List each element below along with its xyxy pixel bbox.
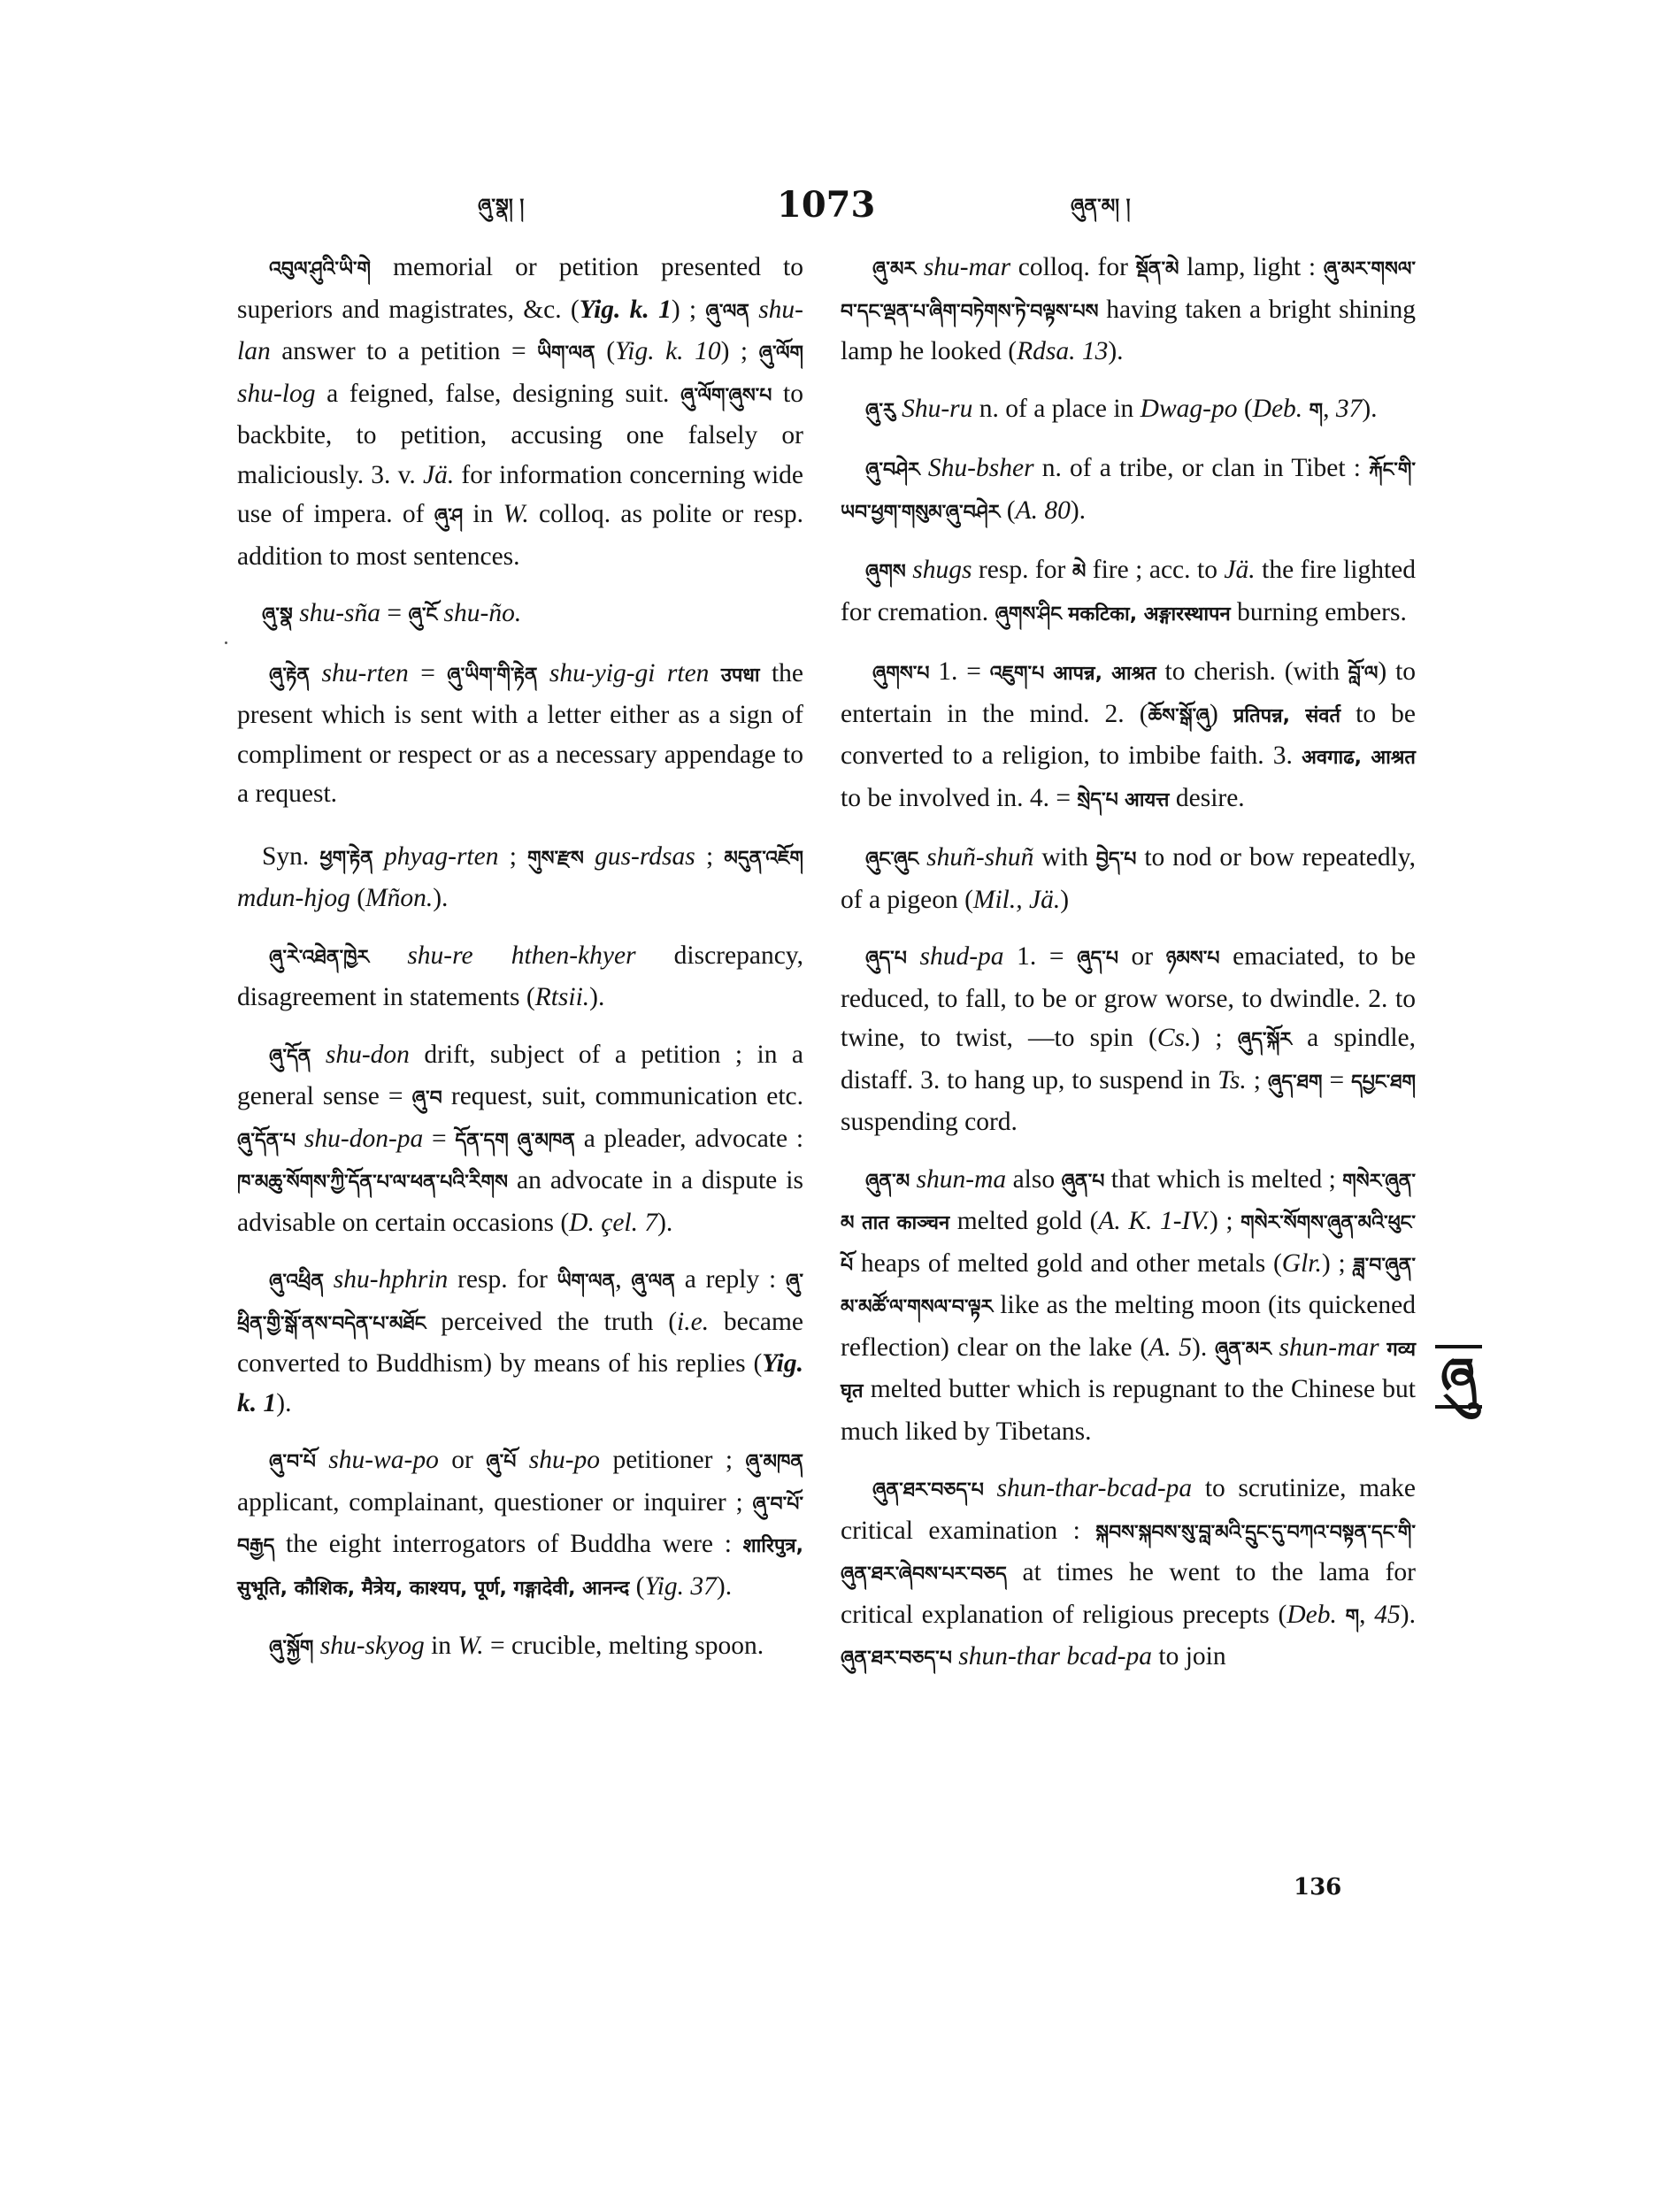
body-text: to be converted to a religion, to imbibe faith. 3. xyxy=(841,699,1416,770)
body-text: melted gold ( xyxy=(949,1207,1099,1235)
body-text: ) ; xyxy=(1321,1248,1354,1278)
tibetan-text: ཞུན་ཐར་བཅད་པ xyxy=(841,1647,952,1670)
body-text: to cherish. (with xyxy=(1156,657,1348,686)
italic-text: shu-yig-gi rten xyxy=(549,658,710,687)
headword: ཞུ་བཤེར xyxy=(865,459,920,481)
body-text: in xyxy=(424,1632,458,1660)
italic-text: Glr. xyxy=(1281,1248,1322,1278)
body-text xyxy=(907,942,920,971)
body-text xyxy=(310,659,321,687)
right-entry xyxy=(841,1469,1416,1679)
body-text xyxy=(895,395,902,423)
body-text: to scrutinize, make critical examination : xyxy=(841,1474,1416,1545)
body-text: for information concerning wide use of impera. of xyxy=(237,460,803,528)
italic-text: Mil., Jä. xyxy=(972,885,1061,914)
body-text: a pleader, advocate : xyxy=(574,1124,804,1153)
body-text: melted butter which is repugnant to the Chinese but much liked by Tibetans. xyxy=(841,1375,1416,1446)
tibetan-text: ཞུ་ཡིག་གི་རྟེན xyxy=(447,664,538,687)
body-text: ) xyxy=(1060,885,1070,914)
body-text: request, suit, communication etc. xyxy=(442,1082,803,1110)
tibetan-text: ཞུ་བ xyxy=(411,1087,442,1110)
tibetan-text: དོན་དག xyxy=(455,1129,509,1152)
tibetan-text: ཞུགས་པ xyxy=(872,663,930,685)
body-text: desire. xyxy=(1169,783,1245,812)
sanskrit-text: आयत्त xyxy=(1125,788,1170,811)
tibetan-text: ཞུ་ངོ xyxy=(408,604,438,626)
italic-text: shun-thar-bcad-pa xyxy=(996,1474,1193,1502)
tibetan-text: བྱེད་པ xyxy=(1095,849,1137,871)
italic-text: mdun-hjog xyxy=(237,884,350,912)
body-text xyxy=(311,1041,325,1069)
body-text xyxy=(437,599,443,627)
body-text: or xyxy=(1118,942,1166,971)
body-text: ) ; xyxy=(1191,1024,1238,1052)
italic-text: Ts. xyxy=(1217,1065,1247,1094)
tibetan-text: ཞུ་ལན xyxy=(705,300,749,323)
tibetan-text: ཞུ་སྐྱོག xyxy=(269,1637,314,1659)
right-entry xyxy=(841,248,1416,372)
body-text: ) ; xyxy=(1209,1207,1241,1235)
body-text: = xyxy=(1322,1065,1352,1094)
sanskrit-text: मकटिका, अङ्गारस्थापन xyxy=(1068,603,1231,626)
italic-text: shu-wa-po xyxy=(328,1446,439,1474)
body-text: petitioner ; xyxy=(600,1446,746,1474)
tibetan-text: ཞུ་མཁན xyxy=(517,1129,575,1152)
italic-text: D. çel. 7 xyxy=(569,1208,658,1237)
italic-text: shun-mar xyxy=(1279,1333,1379,1362)
body-text: memorial or petition presented to superiors and magistrates, &c. ( xyxy=(237,253,803,324)
italic-text: shu-don xyxy=(325,1040,410,1069)
italic-text: Rtsii. xyxy=(534,983,590,1011)
right-entry xyxy=(841,838,1416,919)
body-text: applicant, complainant, questioner or inquirer ; xyxy=(237,1487,753,1517)
body-text: ). xyxy=(276,1388,292,1417)
italic-text: Cs. xyxy=(1156,1024,1192,1052)
body-text: that which is melted ; xyxy=(1104,1164,1343,1194)
body-text: answer to a petition = xyxy=(270,337,538,365)
header-right-guide-word: ཞུན་མ། ། xyxy=(1071,196,1131,218)
tibetan-text: ཡིག་ལན xyxy=(537,342,595,365)
headword: ཞུད་པ xyxy=(865,948,907,970)
body-text: lamp, light : xyxy=(1179,253,1324,281)
tibetan-text: གསེར་ཞུན་མ xyxy=(841,1170,1416,1234)
body-text: Syn. xyxy=(262,841,320,871)
tibetan-text: ཞུ་རྟེན xyxy=(269,664,311,687)
italic-text: shugs xyxy=(912,556,972,584)
right-entry xyxy=(841,1160,1416,1452)
tibetan-text: སྡོན་མེ xyxy=(1135,258,1179,280)
left-entry xyxy=(237,936,803,1018)
italic-text: Dwag-po xyxy=(1140,394,1238,423)
italic-text: phyag-rten xyxy=(384,841,499,871)
body-text: heaps of melted gold and other metals ( xyxy=(853,1248,1282,1278)
italic-text: gus-rdsas xyxy=(595,841,695,871)
tibetan-text: ཉམས་པ xyxy=(1165,948,1220,970)
body-text: , xyxy=(1359,1600,1375,1629)
body-text: a feigned, false, designing suit. xyxy=(315,379,681,408)
body-text: perceived the truth ( xyxy=(426,1307,678,1336)
right-entry xyxy=(841,389,1416,432)
body-text: burning embers. xyxy=(1230,597,1407,626)
body-text: drift, subject of a petition ; in a general sense = xyxy=(237,1040,803,1110)
italic-text: shun-thar bcad-pa xyxy=(958,1642,1153,1671)
body-text: at times he went to the lama for critical explanation of religious precepts ( xyxy=(841,1558,1416,1629)
tibetan-text: ཞུད་སྐོར xyxy=(1237,1029,1293,1051)
italic-text: A. K. 1-IV. xyxy=(1098,1207,1210,1235)
body-text xyxy=(910,1165,916,1194)
tibetan-text: ཞུ་པོ xyxy=(486,1451,517,1473)
sanskrit-text: गव्य घृत xyxy=(841,1338,1417,1402)
left-entry xyxy=(237,1440,803,1609)
body-text xyxy=(313,1632,319,1660)
italic-text: Shu-bsher xyxy=(927,454,1034,482)
italic-text: Yig. 37 xyxy=(644,1571,717,1601)
italic-text: Shu-ru xyxy=(902,394,973,423)
body-text: ) ; xyxy=(720,337,759,365)
tibetan-text: ཞུད་ཐག xyxy=(1267,1071,1323,1094)
body-text: a reply : xyxy=(674,1265,786,1294)
tibetan-text: ཞུ་ལན xyxy=(631,1271,675,1293)
body-text: ) xyxy=(1209,699,1233,728)
body-text: ( xyxy=(629,1571,645,1601)
body-text: ; xyxy=(1246,1065,1268,1094)
body-text: ). xyxy=(1400,1600,1416,1629)
italic-text: Jä. xyxy=(422,460,455,489)
body-text: ; xyxy=(498,841,528,871)
tibetan-text: ཞུ་དོན xyxy=(269,1045,311,1068)
body-text: an advocate in a dispute is advisable on certain occasions ( xyxy=(237,1166,803,1237)
body-text: also xyxy=(1006,1164,1062,1194)
italic-text: shu-lan xyxy=(237,295,804,365)
body-text: = crucible, melting spoon. xyxy=(483,1632,764,1660)
body-text: ). xyxy=(1108,337,1124,365)
italic-text: Rdsa. 13 xyxy=(1017,337,1109,365)
tibetan-text: ཞུགས་ཤིང xyxy=(995,603,1062,626)
sanskrit-text: उपधा xyxy=(720,664,760,687)
body-text: to backbite, to petition, accusing one falsely or maliciously. 3. v. xyxy=(237,379,803,489)
body-text: colloq. for xyxy=(1010,253,1136,281)
headword: ཞུ་རུ xyxy=(865,399,895,422)
body-text: the eight interrogators of Buddha were : xyxy=(274,1530,743,1558)
tibetan-text: ག xyxy=(1309,399,1324,422)
body-text xyxy=(296,1125,304,1153)
body-text: ) to entertain in the mind. 2. ( xyxy=(841,657,1417,728)
body-text xyxy=(1337,1601,1346,1629)
body-text: , xyxy=(615,1265,632,1294)
body-text xyxy=(324,1265,334,1294)
body-text: ). xyxy=(1192,1333,1215,1362)
tibetan-text: ཞུན་པ xyxy=(1061,1170,1105,1193)
body-text xyxy=(918,843,926,872)
tibetan-text: ཟླ་བ་ཞུན་མ་མཚོ་ལ་གསལ་བ་ལྟར xyxy=(841,1254,1416,1318)
tibetan-text: ཞུ་མར xyxy=(872,258,917,280)
body-text: colloq. as polite or resp. addition to most sentences. xyxy=(237,500,803,571)
body-text: ( xyxy=(1000,495,1016,525)
italic-text: Deb. xyxy=(1252,394,1303,423)
body-text: fire ; acc. to xyxy=(1086,556,1225,584)
body-text: 1. = xyxy=(1003,942,1078,971)
body-text: the present which is sent with a letter either as a sign of compliment or respect or as a necessary appendage to a request. xyxy=(237,658,804,808)
body-text: emaciated, to be reduced, to fall, to be or grow worse, to dwindle. 2. to twine, to twist, —to spin ( xyxy=(841,942,1417,1052)
italic-text: A. 5 xyxy=(1148,1333,1193,1362)
tibetan-text: ཞུད་པ xyxy=(1077,948,1118,970)
tibetan-text: གསེར་སོགས་ཞུན་མའི་ཕུང་པོ xyxy=(841,1212,1416,1277)
body-text xyxy=(920,454,928,482)
tibetan-text: མདུན་འཇོག xyxy=(724,847,803,870)
body-text: became converted to Buddhism) by means of his replies ( xyxy=(237,1307,803,1378)
body-text: ; xyxy=(695,841,725,871)
tibetan-text: ཞུ་ཕྲིན་གྱི་སྒོ་ནས་བདེན་པ་མཐོང xyxy=(237,1271,804,1335)
italic-text: W. xyxy=(503,500,529,528)
italic-text: 45 xyxy=(1374,1600,1401,1629)
italic-text: Yig. k. 10 xyxy=(615,337,721,365)
tibetan-text: གུས་རྫས xyxy=(527,847,584,870)
body-text: = xyxy=(380,599,409,627)
body-text: = xyxy=(408,658,448,687)
body-text: having taken a bright shining lamp he looked ( xyxy=(841,295,1416,365)
body-text: ). xyxy=(1070,495,1087,525)
body-text xyxy=(316,1446,328,1474)
signature-mark: 136 xyxy=(1294,1874,1342,1901)
headword: ཞུང་ཞུང xyxy=(865,849,919,871)
body-text xyxy=(369,941,407,970)
italic-text: Deb. xyxy=(1286,1600,1337,1629)
body-text: to be involved in. 4. = xyxy=(841,783,1078,812)
body-text: ) ; xyxy=(671,295,706,324)
italic-text: shud-pa xyxy=(919,942,1004,971)
body-text: n. of a tribe, or clan in Tibet : xyxy=(1033,454,1370,482)
body-text xyxy=(749,296,758,324)
tibetan-text: ག xyxy=(1345,1605,1360,1628)
right-entry xyxy=(841,937,1416,1142)
italic-text: shuñ-shuñ xyxy=(926,843,1034,872)
tibetan-text: ཞུ་ལོག་ཞུས་པ xyxy=(680,384,772,407)
italic-text: shu-ño. xyxy=(443,599,522,627)
tibetan-text: ཞུ་ཤ xyxy=(434,505,464,527)
italic-text: shu-hphrin xyxy=(333,1265,449,1294)
body-text: to join xyxy=(1152,1642,1226,1671)
headword: ཞུ་སྣ xyxy=(262,604,293,626)
tibetan-text: སྐབས་སྐབས་སུ་བླ་མའི་དྲུང་དུ་བཀའ་བསྟན་དང་གི་ཞུན་ཐར་ཞེབས་པར་བཅད xyxy=(841,1521,1416,1586)
tibetan-text: སྲེད་པ xyxy=(1077,788,1118,811)
tibetan-text: ཞུན་མར xyxy=(1214,1338,1271,1361)
thumb-index-mark: ཞུ xyxy=(1435,1345,1482,1409)
italic-text: 37 xyxy=(1335,394,1363,423)
italic-text: shu-log xyxy=(237,379,316,408)
tibetan-text: ཞུ་མར་གསལ་བ་དང་ལྡན་པ་ཞིག་བཏེགས་ཏེ་བལྟས་པས xyxy=(841,258,1416,323)
italic-text: W. xyxy=(457,1632,484,1660)
right-entry xyxy=(841,652,1416,820)
body-text: ( xyxy=(349,884,366,912)
italic-text: shu-rten xyxy=(321,658,409,687)
body-text: to nod or bow repeatedly, of a pigeon ( xyxy=(841,843,1417,914)
tibetan-text: འཇུག་པ xyxy=(989,663,1045,685)
left-entry xyxy=(237,1626,803,1669)
body-text: a spindle, distaff. 3. to hang up, to suspend in xyxy=(841,1024,1416,1094)
tibetan-text: ཞུ་རེ་འཐེན་ཁྱེར xyxy=(269,946,370,969)
body-text: discrepancy, disagreement in statements ( xyxy=(237,941,803,1011)
body-text xyxy=(1302,395,1309,423)
right-column xyxy=(841,248,1416,1697)
right-entry xyxy=(841,449,1416,533)
italic-text: A. 80 xyxy=(1015,495,1071,525)
tibetan-text: ཞུ་ལོག xyxy=(758,342,803,365)
sanskrit-text: शारिपुत्र, सुभूति, कौशिक, मैत्रेय, काश्यप, पूर्ण, गङ्गादेवी, आनन्द xyxy=(237,1535,803,1600)
tibetan-text: བློ་ལ xyxy=(1348,663,1379,685)
tibetan-text: མེ xyxy=(1071,561,1087,583)
body-text: like as the melting moon (its quickened reflection) clear on the lake ( xyxy=(841,1291,1416,1362)
tibetan-text: ཞུ་འཕྲིན xyxy=(269,1271,324,1293)
tibetan-text: ཕྱག་རྟེན xyxy=(319,847,373,870)
body-text: resp. for xyxy=(448,1265,557,1294)
sanskrit-text: तात काञ्चन xyxy=(862,1212,950,1234)
body-text: 1. = xyxy=(929,657,990,686)
page-number: 1073 xyxy=(777,184,876,226)
tibetan-text: ཞུ་བ་པོ་བརྒྱད xyxy=(237,1493,803,1557)
body-text xyxy=(854,1207,862,1235)
body-text: ). xyxy=(716,1571,733,1601)
italic-text: shu-don-pa xyxy=(303,1124,424,1153)
body-text xyxy=(1118,784,1125,812)
body-text xyxy=(916,253,924,281)
left-entry xyxy=(237,248,803,576)
citation: Yig. k. 1 xyxy=(237,1349,803,1417)
body-text: ( xyxy=(595,337,616,365)
left-column xyxy=(237,248,803,1686)
italic-text: shu-mar xyxy=(923,253,1011,281)
sanskrit-text: अवगाढ, आश्रत xyxy=(1302,747,1416,769)
left-entry xyxy=(237,1260,803,1423)
italic-text: shu-re hthen-khyer xyxy=(407,941,636,970)
italic-text: Jä. xyxy=(1224,556,1256,584)
body-text: resp. for xyxy=(972,556,1072,584)
body-text xyxy=(538,659,549,687)
body-text: ). xyxy=(657,1208,673,1237)
body-text xyxy=(509,1125,518,1153)
body-text: suspending cord. xyxy=(841,1108,1018,1136)
running-header xyxy=(0,184,1659,237)
left-entry xyxy=(237,594,803,636)
body-text xyxy=(984,1474,997,1502)
body-text: in xyxy=(463,500,503,528)
italic-text: shu-po xyxy=(528,1446,601,1474)
italic-text: shu-skyog xyxy=(319,1632,425,1660)
body-text: the fire lighted for cremation. xyxy=(841,556,1416,626)
italic-text: Mñon. xyxy=(365,884,434,912)
left-entry xyxy=(237,1035,803,1243)
body-text xyxy=(584,842,595,871)
tibetan-text: ཁ་མཆུ་སོགས་ཀྱི་དོན་པ་ལ་ཕན་པའི་རིགས xyxy=(237,1171,508,1194)
headword: ཞུན་མ xyxy=(865,1170,910,1193)
left-entry xyxy=(237,654,803,814)
sanskrit-text: आपन्न, आश्रत xyxy=(1053,663,1156,685)
body-text: ). xyxy=(1362,394,1378,423)
tibetan-text: དཔྱང་ཐག xyxy=(1351,1071,1416,1094)
right-entry xyxy=(841,550,1416,634)
citation: Yig. k. 1 xyxy=(579,295,672,324)
body-text: ( xyxy=(1237,394,1253,423)
tibetan-text: ཆོས་སྒོ་ཞུ xyxy=(1148,704,1210,727)
body-text xyxy=(1044,657,1053,686)
tibetan-text: རྐོང་གི་ཡབ་ཕྱག་གསུམ་ཞུ་བཤེར xyxy=(841,459,1417,524)
tibetan-text: ཞུན་ཐར་བཅད་པ xyxy=(872,1479,984,1502)
tibetan-text: ཞུ་མཁན xyxy=(745,1451,804,1473)
body-text: or xyxy=(438,1446,487,1474)
body-text: with xyxy=(1033,843,1096,872)
print-speck xyxy=(225,641,227,644)
body-text: , xyxy=(1323,394,1336,423)
body-text: n. of a place in xyxy=(972,394,1141,423)
italic-text: shun-ma xyxy=(916,1164,1007,1194)
body-text xyxy=(373,842,384,871)
tibetan-text: ཞུ་དོན་པ xyxy=(237,1129,296,1152)
body-text xyxy=(516,1446,528,1474)
body-text: = xyxy=(423,1124,456,1153)
body-text xyxy=(1271,1333,1279,1362)
tibetan-text: ཡིག་ལན xyxy=(557,1271,616,1293)
italic-text: shu-sña xyxy=(299,599,381,627)
header-left-guide-word: ཞུ་སྣ། ། xyxy=(478,196,525,218)
tibetan-text: འབུལ་ཤུའི་ཡི་གེ xyxy=(269,258,372,280)
body-text: ). xyxy=(433,884,449,912)
headword: ཞུགས xyxy=(865,561,906,583)
body-text: ). xyxy=(589,983,605,1011)
left-entry xyxy=(237,837,803,918)
body-text xyxy=(709,659,720,687)
italic-text: i.e. xyxy=(677,1307,710,1336)
sanskrit-text: प्रतिपन्न, संवर्त xyxy=(1233,704,1341,727)
tibetan-text: ཞུ་བ་པོ xyxy=(269,1451,316,1473)
